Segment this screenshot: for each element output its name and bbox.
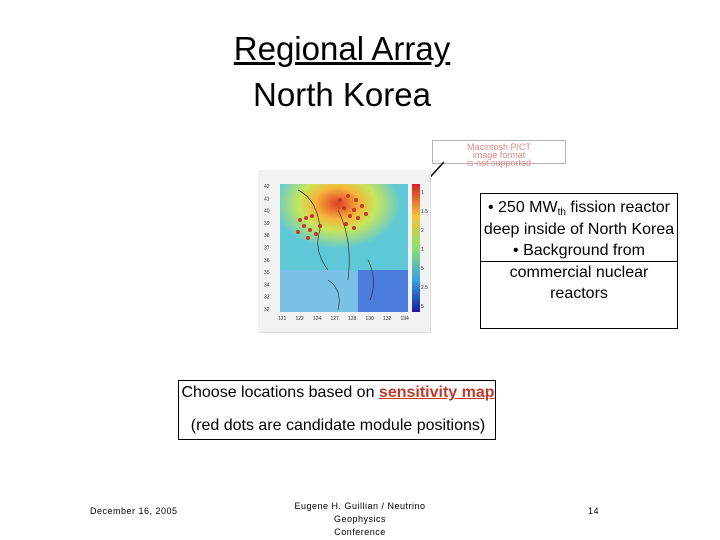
bullet1-suffix: fission reactor deep inside of North Korea: [483, 199, 675, 238]
candidate-module-dot: [306, 236, 310, 240]
map-x-tick: 124: [313, 316, 322, 322]
candidate-module-dot: [344, 222, 348, 226]
caption-line2: (red dots are candidate module positions): [190, 417, 486, 434]
sensitivity-map-svg: [258, 170, 430, 332]
map-y-tick: 34: [264, 282, 270, 289]
candidate-module-dot: [356, 216, 360, 220]
map-x-tick: 128: [348, 316, 357, 322]
map-y-tick: 38: [264, 233, 270, 240]
footer-author-line1: Eugene H. Guillian / Neutrino Geophysics: [294, 501, 426, 524]
sensitivity-map: [258, 170, 430, 332]
map-colorbar-tick: 2: [421, 228, 424, 234]
callout-bullet-1: [481, 197, 677, 240]
candidate-module-dot: [298, 218, 302, 222]
map-hot-region: [280, 184, 408, 274]
map-y-tick: 40: [264, 208, 270, 215]
candidate-module-dot: [318, 224, 322, 228]
placeholder-line2: image format: [472, 150, 526, 160]
candidate-module-dot: [348, 214, 352, 218]
map-y-tick: 37: [264, 245, 270, 252]
map-x-tick: 127: [330, 316, 339, 322]
sensitivity-map-link[interactable]: sensitivity map: [378, 384, 495, 401]
slide-title-line2: North Korea: [253, 76, 431, 113]
map-colorbar-tick: 5: [421, 266, 424, 272]
slide-title-line1: Regional Array: [233, 30, 451, 67]
callout-bullet-2: • Background from commercial nuclear reactors: [509, 242, 649, 302]
map-y-tick: 42: [264, 184, 270, 190]
map-x-tick: 130: [365, 316, 374, 322]
candidate-module-dot: [304, 216, 308, 220]
map-y-tick: 41: [264, 196, 270, 203]
unsupported-image-placeholder: [432, 140, 566, 168]
placeholder-line3: is not supported: [466, 158, 532, 168]
bullet1-subscript: th: [557, 207, 566, 218]
candidate-module-dot: [354, 198, 358, 202]
map-colorbar-tick: 1: [421, 190, 424, 196]
footer-author-line2: Conference: [334, 527, 386, 537]
candidate-module-dot: [364, 212, 368, 216]
map-y-tick: 35: [264, 270, 270, 277]
map-y-tick: 36: [264, 257, 270, 264]
map-colorbar-tick: 1: [421, 247, 424, 253]
info-callout: [480, 193, 678, 329]
candidate-module-dot: [352, 208, 356, 212]
map-colorbar-tick: 1.5: [421, 209, 428, 215]
map-y-tick: 32: [264, 307, 270, 313]
candidate-module-dot: [346, 194, 350, 198]
map-x-tick: 134: [400, 316, 409, 322]
map-y-tick: 33: [264, 294, 270, 301]
candidate-module-dot: [338, 198, 342, 202]
candidate-module-dot: [310, 214, 314, 218]
placeholder-line1: Macintosh PICT: [466, 142, 532, 152]
map-colorbar-tick: 5: [421, 304, 424, 310]
footer-date: December 16, 2005: [90, 506, 178, 516]
map-y-tick: 39: [264, 220, 270, 227]
map-x-tick: 121: [278, 316, 287, 322]
bullet1-prefix: • 250 MW: [487, 199, 558, 216]
candidate-module-dot: [296, 230, 300, 234]
map-x-tick: 132: [383, 316, 392, 322]
candidate-module-dot: [352, 226, 356, 230]
candidate-module-dot: [360, 204, 364, 208]
candidate-module-dot: [308, 228, 312, 232]
map-sea-region: [358, 270, 408, 312]
map-colorbar-tick: 2.5: [421, 285, 428, 291]
map-colorbar: [412, 184, 420, 312]
callout-divider: [481, 261, 677, 262]
footer-author: [268, 500, 452, 539]
candidate-module-dot: [314, 232, 318, 236]
footer-page-number: 14: [588, 506, 600, 516]
candidate-module-dot: [342, 206, 346, 210]
caption-prefix: Choose locations based on: [181, 384, 379, 401]
candidate-module-dot: [302, 224, 306, 228]
map-x-tick: 122: [295, 316, 304, 322]
caption-line1: [0, 384, 676, 402]
